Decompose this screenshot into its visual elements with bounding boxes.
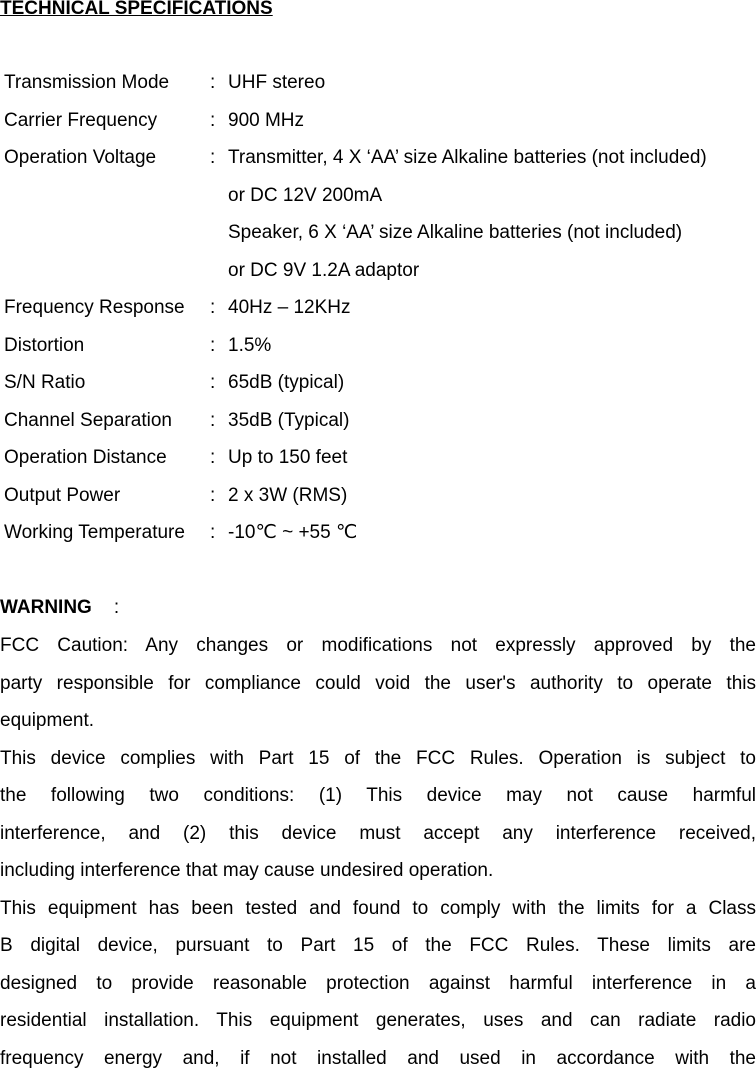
warning-text-line: This device complies with Part 15 of the FCC Rules. Operation is subject to	[0, 740, 756, 778]
spec-colon: :	[210, 364, 228, 402]
warning-text-line: B digital device, pursuant to Part 15 of the FCC Rules. These limits are	[0, 927, 756, 965]
spec-value-line: 2 x 3W (RMS)	[228, 477, 756, 515]
spec-label: Transmission Mode	[4, 64, 210, 102]
spec-label: Output Power	[4, 477, 210, 515]
warning-body	[0, 627, 756, 1077]
spec-colon: :	[210, 327, 228, 365]
spec-values	[228, 477, 756, 515]
spec-colon: :	[210, 64, 228, 102]
spec-value-line: or DC 9V 1.2A adaptor	[228, 252, 756, 290]
warning-text-line: the following two conditions: (1) This device may not cause harmful	[0, 777, 756, 815]
spec-row	[4, 364, 756, 402]
spec-label: Carrier Frequency	[4, 102, 210, 140]
spec-values	[228, 327, 756, 365]
spec-values	[228, 102, 756, 140]
spec-row	[4, 514, 756, 552]
spec-value-line: Transmitter, 4 X ‘AA’ size Alkaline batteries (not included)	[228, 139, 756, 177]
spec-value-line: 35dB (Typical)	[228, 402, 756, 440]
spec-values	[228, 514, 756, 552]
spec-values	[228, 64, 756, 102]
spec-value-line: UHF stereo	[228, 64, 756, 102]
spec-table	[4, 64, 756, 552]
spec-label: Operation Distance	[4, 439, 210, 477]
spec-values	[228, 439, 756, 477]
spec-row	[4, 289, 756, 327]
spec-colon: :	[210, 289, 228, 327]
warning-text-line: including interference that may cause undesired operation.	[0, 852, 756, 890]
spec-value-line: or DC 12V 200mA	[228, 177, 756, 215]
spec-label: Working Temperature	[4, 514, 210, 552]
spec-row	[4, 139, 756, 289]
spec-values	[228, 402, 756, 440]
warning-heading	[0, 589, 119, 627]
spec-label: Operation Voltage	[4, 139, 210, 177]
spec-value-line: -10℃ ~ +55 ℃	[228, 514, 756, 552]
spec-row	[4, 477, 756, 515]
spec-colon: :	[210, 477, 228, 515]
spec-row	[4, 64, 756, 102]
spec-colon: :	[210, 514, 228, 552]
spec-values	[228, 289, 756, 327]
spec-label: Channel Separation	[4, 402, 210, 440]
spec-colon: :	[210, 102, 228, 140]
spec-value-line: 900 MHz	[228, 102, 756, 140]
spec-row	[4, 327, 756, 365]
warning-text-line: frequency energy and, if not installed and used in accordance with the	[0, 1040, 756, 1077]
warning-text-line: FCC Caution: Any changes or modifications not expressly approved by the	[0, 627, 756, 665]
warning-title: WARNING	[0, 597, 92, 618]
spec-row	[4, 402, 756, 440]
spec-row	[4, 439, 756, 477]
spec-colon: :	[210, 139, 228, 177]
spec-label: S/N Ratio	[4, 364, 210, 402]
spec-value-line: 65dB (typical)	[228, 364, 756, 402]
warning-text-line: residential installation. This equipment generates, uses and can radiate radio	[0, 1002, 756, 1040]
spec-label: Distortion	[4, 327, 210, 365]
spec-values	[228, 364, 756, 402]
spec-value-line: 40Hz – 12KHz	[228, 289, 756, 327]
warning-colon: :	[114, 597, 119, 618]
spec-row	[4, 102, 756, 140]
warning-text-line: interference, and (2) this device must accept any interference received,	[0, 815, 756, 853]
warning-text-line: designed to provide reasonable protection against harmful interference in a	[0, 965, 756, 1003]
section-heading: TECHNICAL SPECIFICATIONS	[0, 0, 273, 18]
spec-value-line: 1.5%	[228, 327, 756, 365]
warning-text-line: This equipment has been tested and found to comply with the limits for a Class	[0, 890, 756, 928]
spec-value-line: Up to 150 feet	[228, 439, 756, 477]
warning-text-line: equipment.	[0, 702, 756, 740]
spec-label: Frequency Response	[4, 289, 210, 327]
spec-values	[228, 139, 756, 289]
spec-value-line: Speaker, 6 X ‘AA’ size Alkaline batteries (not included)	[228, 214, 756, 252]
spec-colon: :	[210, 402, 228, 440]
spec-colon: :	[210, 439, 228, 477]
warning-text-line: party responsible for compliance could void the user's authority to operate this	[0, 665, 756, 703]
